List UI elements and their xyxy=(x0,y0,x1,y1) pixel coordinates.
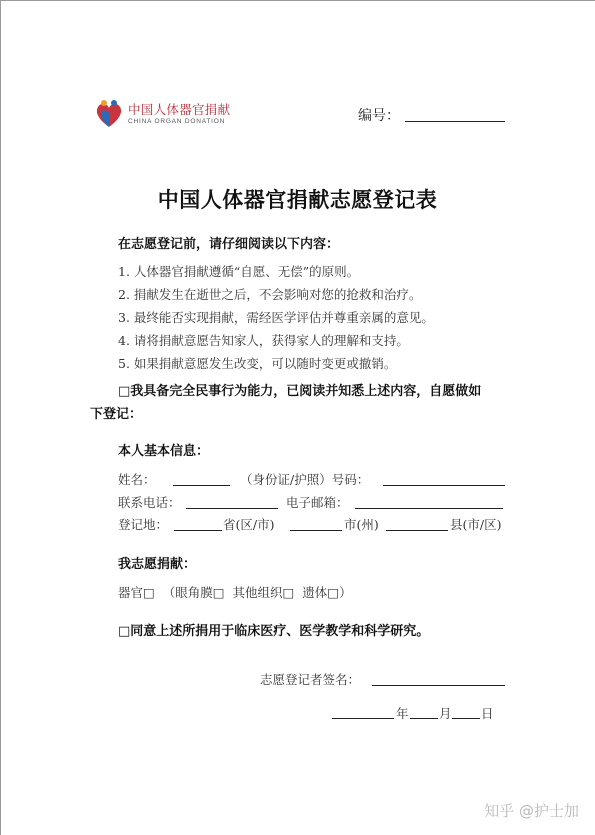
id-number-label: （身份证/护照）号码： xyxy=(240,472,370,487)
month-field[interactable] xyxy=(410,718,438,719)
notice-item: 4. 请将捐献意愿告知家人，获得家人的理解和支持。 xyxy=(118,333,409,348)
day-field[interactable] xyxy=(452,718,480,719)
phone-label: 联系电话： xyxy=(118,495,181,510)
county-label: 县(市/区) xyxy=(450,517,502,532)
notice-heading: 在志愿登记前，请仔细阅读以下内容： xyxy=(118,237,340,252)
province-label: 省(区/市) xyxy=(223,517,275,532)
declaration-line-2: 下登记： xyxy=(90,407,143,422)
phone-field[interactable] xyxy=(186,508,278,509)
serial-number-field[interactable] xyxy=(405,121,505,122)
address-label: 登记地： xyxy=(118,517,169,532)
signature-field[interactable] xyxy=(372,685,505,686)
notice-item: 1. 人体器官捐献遵循“自愿、无偿”的原则。 xyxy=(118,264,360,279)
name-label: 姓名： xyxy=(118,472,156,487)
year-field[interactable] xyxy=(332,718,394,719)
zhihu-watermark: 知乎 @护士加 xyxy=(484,802,579,820)
organ-donation-emblem-icon xyxy=(92,97,126,131)
month-label: 月 xyxy=(439,706,452,721)
logo-chinese-text: 中国人体器官捐献 xyxy=(128,102,231,117)
notice-item: 3. 最终能否实现捐献，需经医学评估并尊重亲属的意见。 xyxy=(118,310,434,325)
id-number-field[interactable] xyxy=(383,485,505,486)
year-label: 年 xyxy=(396,706,409,721)
county-field[interactable] xyxy=(386,530,448,531)
day-label: 日 xyxy=(481,706,494,721)
signature-label: 志愿登记者签名： xyxy=(260,672,361,687)
city-field[interactable] xyxy=(290,530,342,531)
notice-item: 5. 如果捐献意愿发生改变，可以随时变更或撤销。 xyxy=(118,356,397,371)
china-organ-donation-logo xyxy=(92,97,242,133)
donation-options-checkboxes[interactable]: 器官□ （眼角膜□ 其他组织□ 遗体□） xyxy=(118,585,352,600)
donation-heading: 我志愿捐献： xyxy=(118,557,197,572)
form-title: 中国人体器官捐献志愿登记表 xyxy=(157,188,438,212)
email-label: 电子邮箱： xyxy=(286,495,349,510)
declaration-checkbox-line[interactable]: □我具备完全民事行为能力，已阅读并知悉上述内容，自愿做如 xyxy=(118,384,482,399)
basic-info-heading: 本人基本信息： xyxy=(118,444,210,459)
province-field[interactable] xyxy=(174,530,222,531)
logo-english-text: CHINA ORGAN DONATION xyxy=(128,118,226,125)
name-field[interactable] xyxy=(173,485,230,486)
consent-checkbox-line[interactable]: □同意上述所捐用于临床医疗、医学教学和科学研究。 xyxy=(118,624,430,639)
serial-number-label: 编号： xyxy=(358,108,400,124)
email-field[interactable] xyxy=(355,508,503,509)
city-label: 市(州) xyxy=(344,517,379,532)
notice-item: 2. 捐献发生在逝世之后，不会影响对您的抢救和治疗。 xyxy=(118,287,422,302)
